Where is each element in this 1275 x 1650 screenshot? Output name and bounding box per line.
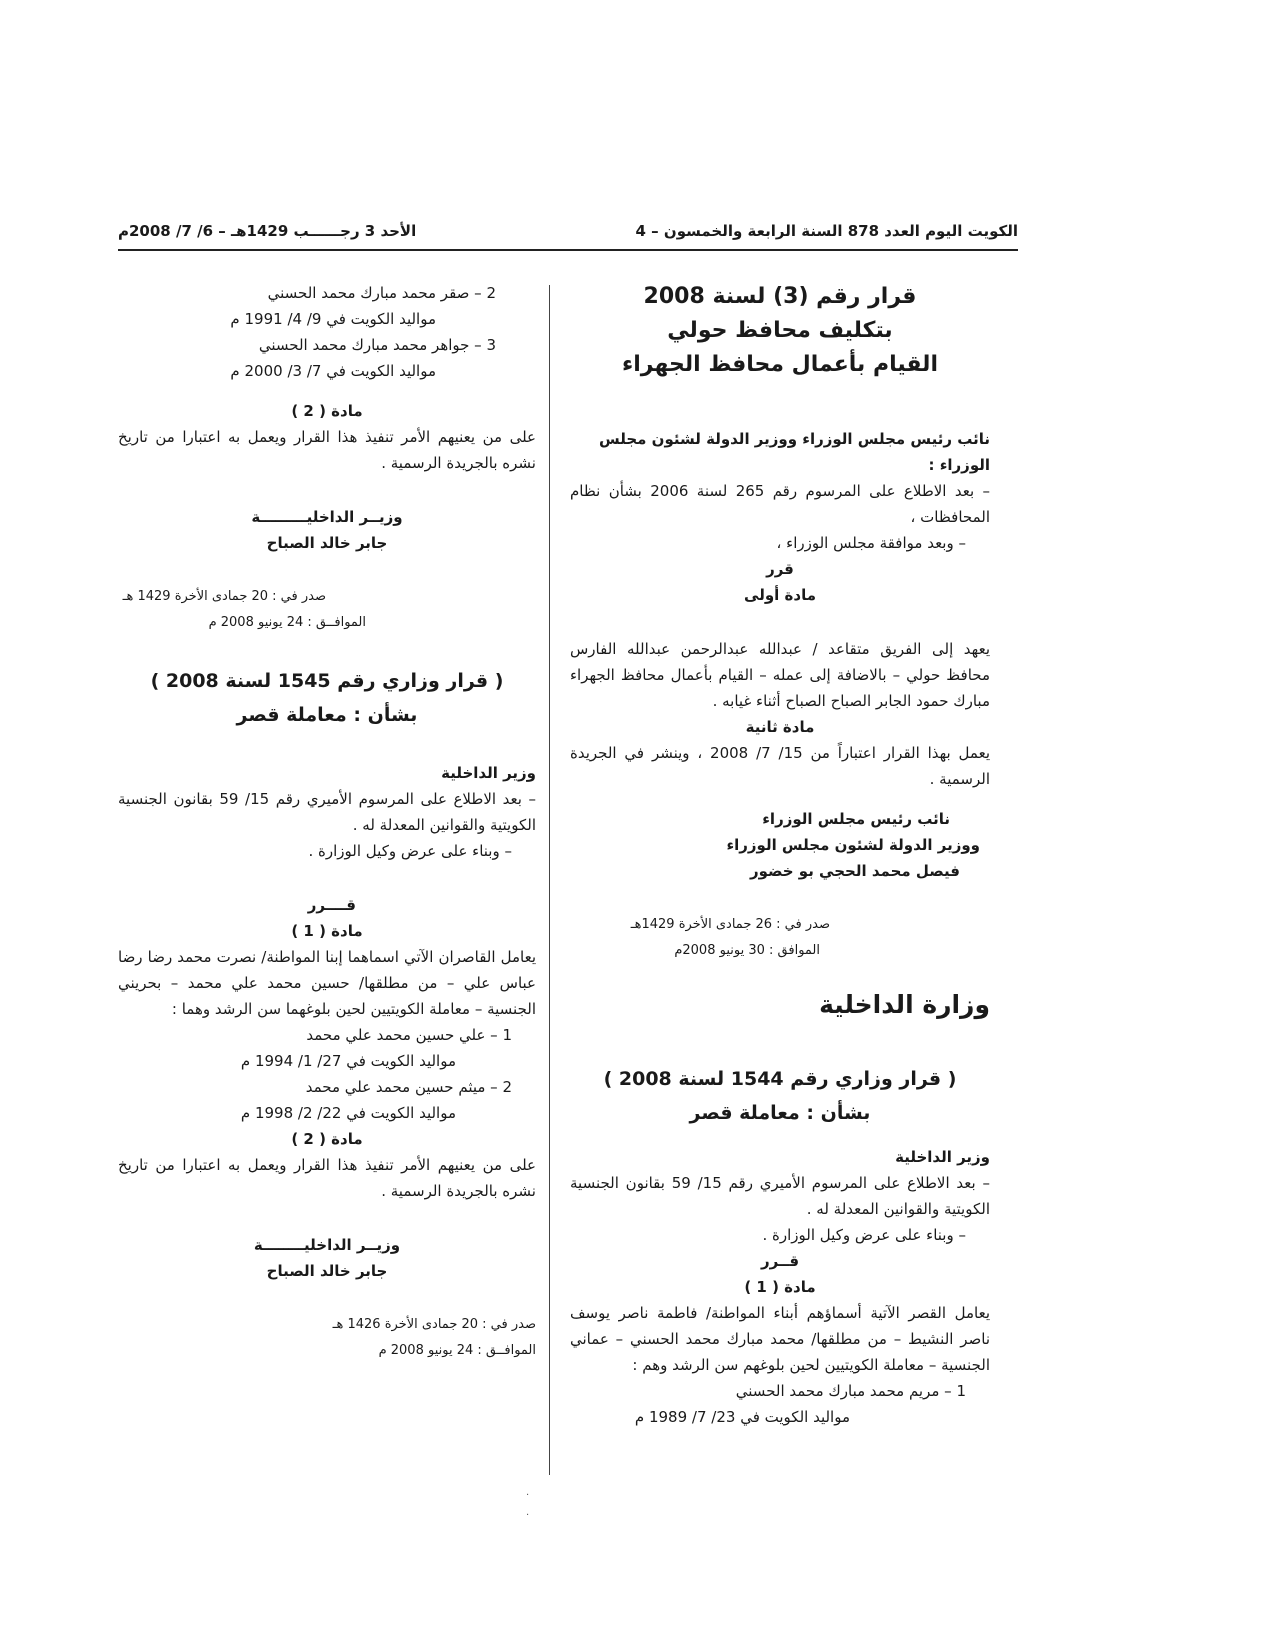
resolution-subject: بشأن : معاملة قصر — [236, 704, 418, 726]
issue-date: صدر في : 20 جمادى الأخرة 1426 هـ — [332, 1317, 536, 1332]
decree-recital: – وبعد موافقة مجلس الوزراء ، — [776, 534, 966, 552]
minister-heading: وزير الداخلية — [895, 1148, 990, 1166]
right-column — [570, 280, 990, 1430]
child-birth: مواليد الكويت في 7/ 3/ 2000 م — [230, 362, 436, 380]
article-heading: مادة ثانية — [745, 718, 815, 736]
signature-title: نائب رئيس مجلس الوزراء — [762, 810, 950, 828]
decree-recital: – بعد الاطلاع على المرسوم رقم 265 لسنة 2006 بشأن نظام المحافظات ، — [570, 482, 991, 526]
article-body: على من يعنيهم الأمر تنفيذ هذا القرار ويعمل به اعتبارا من تاريخ نشره بالجريدة الرسمية . — [118, 428, 536, 472]
article-heading: مادة ( 2 ) — [291, 1130, 363, 1148]
child-name: 3 – جواهر محمد مبارك محمد الحسني — [258, 336, 496, 354]
child-birth: مواليد الكويت في 23/ 7/ 1989 م — [634, 1408, 850, 1426]
article-body: يعهد إلى الفريق متقاعد / عبدالله عبدالرحمن عبدالله الفارس محافظ حولي – بالاضافة إلى عمله – القيام بأعمال محافظ الجهراء مبارك حمود الجابر الصباح الصباح أثناء غيابه . — [570, 640, 990, 710]
signature-name: جابر خالد الصباح — [266, 534, 388, 552]
scan-mark: · — [526, 1510, 530, 1521]
article-body: يعامل القاصران الآتي اسماهما إبنا المواطنة/ نصرت محمد رضا رضا عباس علي – من مطلقها/ حسين محمد علي محمد – بحريني الجنسية – معاملة الكويتيين لحين بلوغهما سن الرشد وهما : — [118, 948, 536, 1018]
signature-title: وزيــر الداخليــــــــة — [253, 1236, 401, 1254]
article-heading: مادة ( 1 ) — [744, 1278, 816, 1296]
article-heading: مادة ( 1 ) — [291, 922, 363, 940]
page-header — [118, 222, 1018, 252]
decree-issuer: نائب رئيس مجلس الوزراء ووزير الدولة لشئون مجلس الوزراء : — [599, 430, 990, 474]
article-heading: مادة أولى — [744, 586, 816, 604]
decree-title-line2: بتكليف محافظ حولي — [667, 318, 893, 343]
article-body: على من يعنيهم الأمر تنفيذ هذا القرار ويعمل به اعتبارا من تاريخ نشره بالجريدة الرسمية . — [118, 1156, 536, 1200]
article-body: يعمل بهذا القرار اعتباراً من 15/ 7/ 2008 ، وينشر في الجريدة الرسمية . — [570, 744, 990, 788]
resolution-title: ( قرار وزاري رقم 1545 لسنة 2008 ) — [150, 670, 504, 692]
decree-decided: قرر — [766, 560, 794, 578]
resolution-recital: – بعد الاطلاع على المرسوم الأميري رقم 15/ 59 بقانون الجنسية الكويتية والقوانين المعدلة له . — [570, 1174, 990, 1218]
issue-date: صدر في : 26 جمادى الأخرة 1429هـ — [630, 917, 830, 932]
signature-title: ووزير الدولة لشئون مجلس الوزراء — [726, 836, 980, 854]
corresponding-date: الموافــق : 24 يونيو 2008 م — [208, 615, 366, 630]
resolution-subject: بشأن : معاملة قصر — [689, 1102, 871, 1124]
decree-title: قرار رقم (3) لسنة 2008 — [643, 284, 917, 309]
header-issue-info: الكويت اليوم العدد 878 السنة الرابعة والخمسون – 4 — [635, 222, 1018, 240]
corresponding-date: الموافق : 30 يونيو 2008م — [674, 943, 820, 958]
article-body: يعامل القصر الآتية أسماؤهم أبناء المواطنة/ فاطمة ناصر يوسف ناصر النشيط – من مطلقها/ محمد مبارك محمد الحسني – عماني الجنسية – معاملة الكويتيين لحين بلوغهم سن الرشد وهم : — [570, 1304, 990, 1374]
child-name: 2 – صقر محمد مبارك محمد الحسني — [267, 284, 496, 302]
column-divider — [549, 285, 550, 1475]
signature-title: وزيــر الداخليـــــــــة — [251, 508, 403, 526]
child-birth: مواليد الكويت في 9/ 4/ 1991 م — [230, 310, 436, 328]
child-name: 2 – ميثم حسين محمد علي محمد — [305, 1078, 512, 1096]
resolution-decided: قــرر — [760, 1252, 800, 1270]
left-column — [118, 280, 536, 1364]
resolution-title: ( قرار وزاري رقم 1544 لسنة 2008 ) — [603, 1068, 957, 1090]
issue-date: صدر في : 20 جمادى الأخرة 1429 هـ — [122, 589, 326, 604]
resolution-recital: – بعد الاطلاع على المرسوم الأميري رقم 15/ 59 بقانون الجنسية الكويتية والقوانين المعدلة له . — [118, 790, 536, 834]
signature-name: فيصل محمد الحجي بو خضور — [749, 862, 960, 880]
signature-name: جابر خالد الصباح — [266, 1262, 388, 1280]
ministry-heading: وزارة الداخلية — [819, 990, 990, 1019]
header-rule — [118, 249, 1018, 251]
child-birth: مواليد الكويت في 22/ 2/ 1998 م — [240, 1104, 456, 1122]
resolution-decided: قــــرر — [307, 896, 356, 914]
resolution-recital: – وبناء على عرض وكيل الوزارة . — [762, 1226, 966, 1244]
article-heading: مادة ( 2 ) — [291, 402, 363, 420]
header-date: الأحد 3 رجــــــب 1429هـ – 6/ 7/ 2008م — [118, 222, 417, 240]
scan-mark: · — [526, 1490, 530, 1501]
child-name: 1 – علي حسين محمد علي محمد — [306, 1026, 512, 1044]
child-birth: مواليد الكويت في 27/ 1/ 1994 م — [240, 1052, 456, 1070]
child-name: 1 – مريم محمد مبارك محمد الحسني — [735, 1382, 966, 1400]
minister-heading: وزير الداخلية — [441, 764, 536, 782]
resolution-recital: – وبناء على عرض وكيل الوزارة . — [308, 842, 512, 860]
decree-title-line3: القيام بأعمال محافظ الجهراء — [622, 352, 938, 377]
corresponding-date: الموافــق : 24 يونيو 2008 م — [378, 1343, 536, 1358]
